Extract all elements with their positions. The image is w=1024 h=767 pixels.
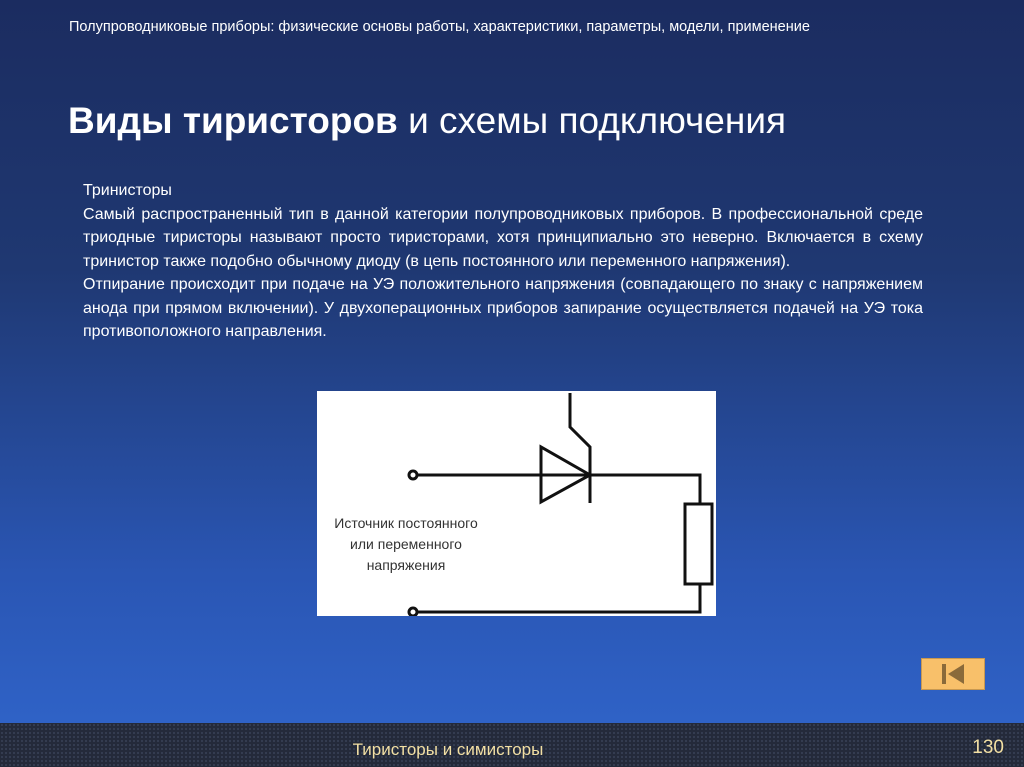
body-paragraph-1: Самый распространенный тип в данной категории полупроводниковых приборов. В профессиональной среде триодные тиристоры называют просто тиристорами, хотя принципиально это неверно. Включается в схему тринистор также подобно обычному диоду (в цепь постоянного или переменного напряжения). xyxy=(83,205,923,270)
terminal-bottom xyxy=(409,608,417,616)
thyristor-circuit-diagram xyxy=(317,391,716,616)
source-label-line: напряжения xyxy=(366,557,446,573)
source-label-line: или переменного xyxy=(350,536,462,552)
footer-title: Тиристоры и симисторы xyxy=(352,740,544,759)
body-paragraph-2: Отпирание происходит при подаче на УЭ положительного напряжения (совпадающего по знаку с напряжением анода при прямом включении). У двухоперационных приборов запирание осуществляется подачей на УЭ тока противоположного направления. xyxy=(83,276,923,340)
first-slide-icon xyxy=(922,659,984,689)
resistor xyxy=(685,504,712,584)
source-label xyxy=(317,513,495,576)
circuit-schematic xyxy=(317,391,716,616)
body-heading: Тринисторы xyxy=(83,182,172,199)
terminal-top xyxy=(409,471,417,479)
slide-body xyxy=(83,179,923,344)
bottom-wire xyxy=(417,584,700,612)
first-slide-button[interactable] xyxy=(921,658,985,690)
top-wire xyxy=(417,475,700,504)
source-label-line: Источник постоянного xyxy=(334,515,478,531)
gate-lead xyxy=(570,393,590,503)
slide-title xyxy=(68,100,786,142)
page-number: 130 xyxy=(972,737,1004,758)
slide-title-bold: Виды тиристоров xyxy=(68,100,398,141)
presentation-subtitle: Полупроводниковые приборы: физические основы работы, характеристики, параметры, модели, применение xyxy=(69,19,810,35)
footer-bar xyxy=(0,723,1024,767)
slide-title-rest: и схемы подключения xyxy=(397,100,787,141)
